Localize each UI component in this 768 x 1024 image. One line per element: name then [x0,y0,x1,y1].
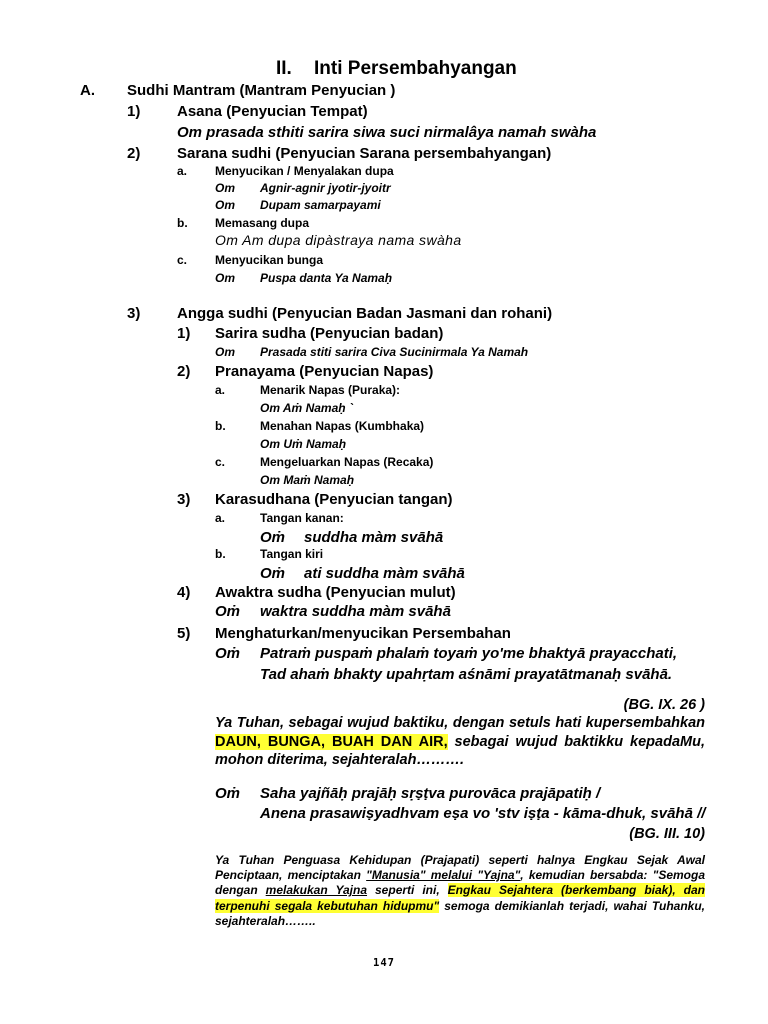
para2-underline-2: melakukan Yajna [265,883,368,898]
title-number: II. [276,58,292,79]
item1-number: 1) [127,103,141,120]
item1-heading: Asana (Penyucian Tempat) [177,103,368,120]
item1-mantra: Om prasada sthiti sarira siwa suci nirmalâya namah swàha [177,124,597,141]
item3-5-mantra-line1: Patraṁ puspaṁ phalaṁ toyaṁ yo'me bhaktyā prayacchati, [260,645,678,662]
section-a-number: A. [80,82,95,99]
item3-1-om: Om [215,345,236,359]
item3-2-c-heading: Mengeluarkan Napas (Recaka) [260,455,434,469]
item3-3-b-heading: Tangan kiri [260,547,324,561]
item3-1-mantra: Prasada stiti sarira Civa Sucinirmala Ya Namah [260,345,529,359]
item3-4-mantra: waktra suddha màm svāhā [260,603,451,620]
item3-3-a-number: a. [215,511,226,525]
page-title: Inti Persembahyangan [314,58,517,79]
item3-heading: Angga sudhi (Penyucian Badan Jasmani dan rohani) [177,305,553,322]
item3-2-b-mantra: Om Uṁ Namaḥ [260,437,347,451]
item3-3-b-number: b. [215,547,226,561]
item2-b-mantra: Om Am dupa dipàstraya nama swàha [215,232,462,248]
item2-heading: Sarana sudhi (Penyucian Sarana persembahyangan) [177,145,552,162]
item2-c-number: c. [177,253,188,267]
item3-3-b-om: Oṁ [260,565,286,582]
item2-a-heading: Menyucikan / Menyalakan dupa [215,164,394,178]
item3-4-om: Oṁ [215,603,241,620]
item3-2-number: 2) [177,363,191,380]
item3-3-number: 3) [177,491,191,508]
item3-2-a-number: a. [215,383,226,397]
para1-text-end: sebagai wujud baktikku kepadaMu, mohon diterima, sejahteralah………. [215,733,705,768]
page-number: 147 [373,957,395,969]
item2-c-heading: Menyucikan bunga [215,253,324,267]
item3-4-number: 4) [177,584,191,601]
item2-b-number: b. [177,216,188,230]
para2-part2: , kemudian bersabda: "Semoga dengan [215,868,706,898]
translation-paragraph-2 [215,853,705,929]
para1-highlight: DAUN, BUNGA, BUAH DAN AIR, [215,733,448,750]
mantra2-line1: Saha yajñāḥ prajāḥ sṛṣṭva purovāca prajāpatiḥ / [260,785,601,802]
item3-5-number: 5) [177,625,191,642]
mantra2-om: Oṁ [215,785,241,802]
item3-5-mantra-line2: Tad ahaṁ bhakty upahṛtam aśnāmi prayatātmanaḥ svāhā. [260,666,673,683]
item2-a-mantra-1: Agnir-agnir jyotir-jyoitr [260,181,391,195]
item3-2-c-number: c. [215,455,226,469]
para2-underline-1: "Manusia" melalui "Yajna" [366,868,521,883]
item2-a-om-2: Om [215,198,236,212]
reference-bg-3-10: (BG. III. 10) [629,826,705,842]
para2-part4: semoga demikianlah terjadi, wahai Tuhanku, sejahteralah…….. [215,898,705,928]
item3-3-a-heading: Tangan kanan: [260,511,344,525]
item3-5-heading: Menghaturkan/menyucikan Persembahan [215,625,511,642]
para2-part1: Ya Tuhan Penguasa Kehidupan (Prajapati) seperti halnya Engkau Sejak Awal Penciptaan, menciptakan [215,853,705,883]
mantra2-line2: Anena prasawiṣyadhvam eṣa vo 'stv iṣṭa - kāma-dhuk, svāhā // [260,805,706,822]
item2-a-mantra-2: Dupam samarpayami [260,198,381,212]
para2-part3: seperti ini, [367,883,448,898]
item3-2-b-heading: Menahan Napas (Kumbhaka) [260,419,425,433]
item3-5-om: Oṁ [215,645,241,662]
translation-paragraph-1 [215,714,705,770]
item2-a-om-1: Om [215,181,236,195]
item3-2-b-number: b. [215,419,226,433]
item3-number: 3) [127,305,141,322]
item3-2-a-mantra: Om Aṁ Namaḥ ` [260,401,353,415]
item3-2-c-mantra: Om Maṁ Namaḥ [260,473,355,487]
item3-3-a-om: Oṁ [260,529,286,546]
item2-a-number: a. [177,164,188,178]
item2-c-mantra: Puspa danta Ya Namaḥ [260,271,393,285]
item3-2-heading: Pranayama (Penyucian Napas) [215,363,434,380]
item3-1-number: 1) [177,325,191,342]
item3-4-heading: Awaktra sudha (Penyucian mulut) [215,584,456,601]
item2-number: 2) [127,145,141,162]
para2-highlight: Engkau Sejahtera (berkembang biak), dan terpenuhi segala kebutuhan hidupmu" [215,883,705,913]
reference-bg-9-26: (BG. IX. 26 ) [623,697,705,713]
item2-b-heading: Memasang dupa [215,216,310,230]
item3-3-heading: Karasudhana (Penyucian tangan) [215,491,453,508]
section-a-heading: Sudhi Mantram (Mantram Penyucian ) [127,82,396,99]
item3-3-b-mantra: ati suddha màm svāhā [304,565,465,582]
para1-text-start: Ya Tuhan, sebagai wujud baktiku, dengan setuls hati kupersembahkan [215,715,705,731]
item3-2-a-heading: Menarik Napas (Puraka): [260,383,401,397]
item3-1-heading: Sarira sudha (Penyucian badan) [215,325,444,342]
item2-c-om: Om [215,271,236,285]
item3-3-a-mantra: suddha màm svāhā [304,529,444,546]
